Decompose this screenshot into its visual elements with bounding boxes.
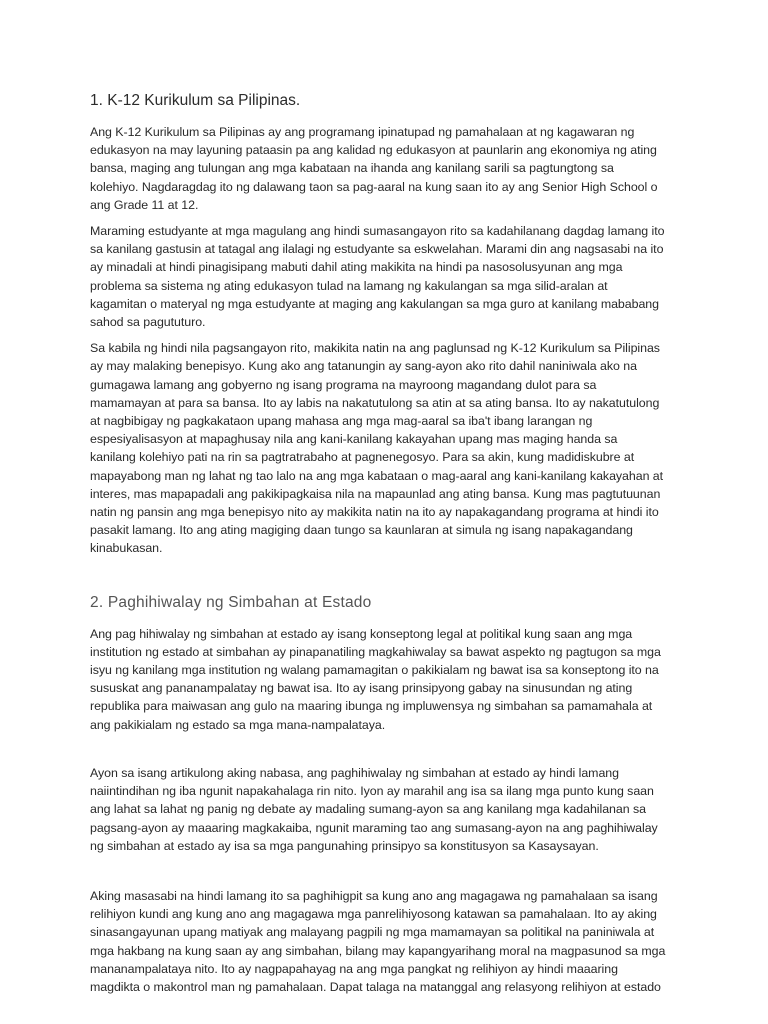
section-2-paragraph-3 [90,887,682,996]
text-line: mamamayan at para sa bansa. Ito ay labis na nakatutulong sa atin at sa ating bansa. Ito ay nakatutulong [90,395,660,410]
text-line: edukasyon na may layuning pataasin pa ang kalidad ng edukasyon at paunlarin ang ekonomiya ng ating [90,143,657,158]
text-line: sa kanilang gastusin at tatagal ang ilalagi ng estudyante sa eskwelahan. Marami din ang nagsasabi na ito [90,242,664,257]
text-line: ay may malaking benepisyo. Kung ako ang tatanungin ay sang-ayon ako rito dahil naniniwala ako na [90,359,637,374]
section-2-heading: 2. Paghihiwalay ng Simbahan at Estado [90,593,372,611]
text-line: kinabukasan. [90,541,163,556]
text-line: ng simbahan at estado ay isa sa mga pangunahing prinsipyo sa konstitusyon sa Kasaysayan. [90,838,599,853]
text-line: Ang pag hihiwalay ng simbahan at estado ay isang konseptong legal at politikal kung saan ang mga [90,626,633,641]
text-line: Aking masasabi na hindi lamang ito sa paghihigpit sa kung ano ang magagawa ng pamahalaan sa isang [90,888,658,903]
text-line: sinasangayunan upang matiyak ang malayang pagpili ng mga mamamayan sa politikal na paniniwala at [90,925,655,940]
text-line: ang pakikialam ng estado sa mga mana-nampalataya. [90,717,386,732]
text-line: republika para maiwasan ang gulo na maaring ibunga ng impluwensya ng simbahan sa pamamahala at [90,699,653,714]
section-2-paragraph-2 [90,764,682,855]
section-1-paragraph-2 [90,222,682,331]
text-line: magdikta o makontrol man ng pamahalaan. Dapat talaga na matanggal ang relasyong relihiyon at estado [90,979,661,994]
section-1-paragraph-3 [90,339,682,557]
text-line: kanilang kolehiyo pati na rin sa pagtratrabaho at pagnenegosyo. Para sa akin, kung madidiskubre at [90,450,635,465]
text-line: sususkat ang pananampalatay ng bawat isa. Ito ay isang prinsipyong gabay na sinusundan ng ating [90,681,633,696]
text-line: Maraming estudyante at mga magulang ang hindi sumasangayon rito sa kadahilanang dagdag lamang ito [90,224,665,239]
text-line: gumagawa lamang ang gobyerno ng isang programa na mayroong magandang dulot para sa [90,377,597,392]
document-content [90,90,682,996]
text-line: mapayabong man ng lahat ng tao lalo na ang mga kabataan o mag-aaral ang kani-kanilang kakayahan at [90,468,664,483]
text-line: mananampalataya nito. Ito ay nagpapahayag na ang mga pangkat ng relihiyon ay hindi maaaring [90,961,618,976]
text-line: problema sa sistema ng ating edukasyon tulad na lamang ng kakulangan sa mga silid-aralan at [90,278,608,293]
section-1-paragraph-1 [90,123,682,214]
text-line: kagamitan o materyal ng mga estudyante at maging ang kakulangan sa mga guro at kanilang mababang [90,296,659,311]
text-line: Ang K-12 Kurikulum sa Pilipinas ay ang programang ipinatupad ng pamahalaan at ng kagawaran ng [90,125,635,139]
text-line: ay minadali at hindi pinagisipang mabuti dahil ating makikita na hindi pa nasosolusyunan ang mga [90,260,623,275]
text-line: sahod sa pagututuro. [90,315,206,330]
text-line: ang lahat sa lahat ng panig ng debate ay madaling sumang-ayon sa ang kanilang mga kadahilanan sa [90,802,646,817]
text-line: interes, mas mapapadali ang pakikipagkaisa nila na mapaunlad ang ating bansa. Kung mas pagtutuunan [90,486,661,501]
text-line: bansa, maging ang tulungan ang mga kabataan na ihanda ang kanilang sarili sa pagtungtong sa [90,161,614,176]
text-line: pasakit lamang. Ito ang ating magiging daan tungo sa kaunlaran at simula ng isang napakagandang [90,523,633,538]
text-line: at nagbibigay ng pagkakataon upang mahasa ang mga mag-aaral sa iba't ibang larangan ng [90,414,593,429]
text-line: natin ng pansin ang mga benepisyo nito ay makikita natin na ito ay napakagandang programa at hindi ito [90,505,659,520]
text-line: mga hakbang na kung saan ay ang simbahan, bilang may kapangyarihang moral na magpasunod sa mga [90,943,666,958]
text-line: kolehiyo. Nagdaragdag ito ng dalawang taon sa pag-aaral na kung saan ito ay ang Senior High School o [90,179,658,194]
text-line: espesiyalisasyon at mapaghusay nila ang kani-kanilang kakayahan upang mas maging handa sa [90,432,618,447]
section-2-paragraph-1 [90,625,682,734]
section-1-heading: 1. K-12 Kurikulum sa Pilipinas. [90,92,301,109]
text-line: ang Grade 11 at 12. [90,197,199,212]
text-line: relihiyon kundi ang kung ano ang magagawa mga panrelihiyosong katawan sa pamahalaan. Ito ay aking [90,907,657,922]
text-line: isyu ng kanilang mga institution ng walang pamamagitan o pakikialam ng bawat isa sa konseptong ito na [90,663,659,678]
text-line: Ayon sa isang artikulong aking nabasa, ang paghihiwalay ng simbahan at estado ay hindi lamang [90,765,619,780]
text-line: Sa kabila ng hindi nila pagsangayon rito, makikita natin na ang paglunsad ng K-12 Kurikulum sa Pilipinas [90,341,660,356]
text-line: naiintindihan ng iba ngunit napakahalaga rin nito. Iyon ay marahil ang isa sa ilang mga punto kung saan [90,784,654,799]
text-line: pagsang-ayon ay maaaring magkakaiba, ngunit maraming tao ang sumasang-ayon na ang paghihiwalay [90,820,658,835]
text-line: institution ng estado at simbahan ay pinapanatiling magkahiwalay sa bawat aspekto ng pagtugon sa mga [90,644,661,659]
